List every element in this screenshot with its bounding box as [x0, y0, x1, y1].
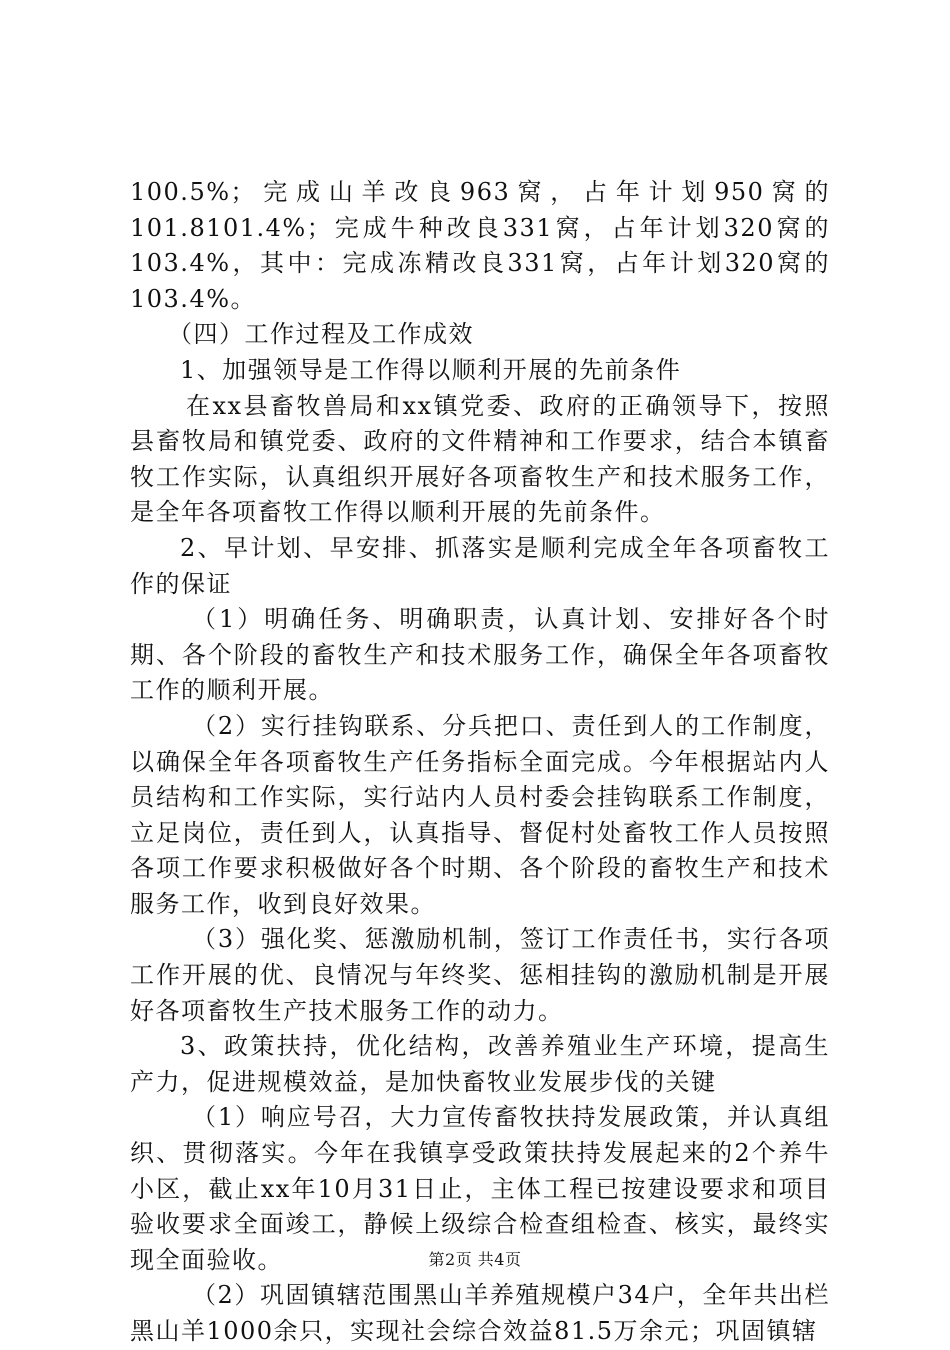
document-body	[130, 175, 830, 1350]
item-paragraph-2-3: （3）强化奖、惩激励机制，签订工作责任书，实行各项工作开展的优、良情况与年终奖、惩相挂钩的激励机制是开展好各项畜牧生产技术服务工作的动力。	[130, 925, 830, 1025]
item-paragraph-3-1: （1）响应号召，大力宣传畜牧扶持发展政策，并认真组织、贯彻落实。今年在我镇享受政策扶持发展起来的2个养牛小区，截止xx年10月31日止，主体工程已按建设要求和项目验收要求全面竣工，静候上级综合检查组检查、核实，最终实现全面验收。	[130, 1103, 830, 1274]
item-paragraph-3-2: （2）巩固镇辖范围黑山羊养殖规模户34户，全年共出栏黑山羊1000余只，实现社会综合效益81.5万余元；巩固镇辖	[130, 1281, 830, 1345]
item-paragraph-2-2: （2）实行挂钩联系、分兵把口、责任到人的工作制度，以确保全年各项畜牧生产任务指标全面完成。今年根据站内人员结构和工作实际，实行站内人员村委会挂钩联系工作制度，立足岗位，责任到人，认真指导、督促村处畜牧工作人员按照各项工作要求积极做好各个时期、各个阶段的畜牧生产和技术服务工作，收到良好效果。	[130, 711, 830, 918]
item-heading-3: 3、政策扶持，优化结构，改善养殖业生产环境，提高生产力，促进规模效益，是加快畜牧业发展步伐的关键	[130, 1032, 830, 1096]
page-number-footer: 第2页 共4页	[428, 1250, 522, 1269]
item-heading-2: 2、早计划、早安排、抓落实是顺利完成全年各项畜牧工作的保证	[130, 533, 830, 598]
statistics-paragraph: 100.5%；完成山羊改良963窝，占年计划950窝的101.8101.4%；完成牛种改良331窝，占年计划320窝的103.4%，其中：完成冻精改良331窝，占年计划320窝的103.4%。	[130, 178, 830, 313]
item-paragraph-2-1: （1）明确任务、明确职责，认真计划、安排好各个时期、各个阶段的畜牧生产和技术服务工作，确保全年各项畜牧工作的顺利开展。	[130, 605, 830, 705]
item-paragraph-1: 在xx县畜牧兽局和xx镇党委、政府的正确领导下，按照县畜牧局和镇党委、政府的文件精神和工作要求，结合本镇畜牧工作实际，认真组织开展好各项畜牧生产和技术服务工作，是全年各项畜牧工作得以顺利开展的先前条件。	[130, 391, 830, 527]
section-heading-4: （四）工作过程及工作成效	[168, 320, 474, 349]
item-heading-1: 1、加强领导是工作得以顺利开展的先前条件	[180, 355, 682, 384]
